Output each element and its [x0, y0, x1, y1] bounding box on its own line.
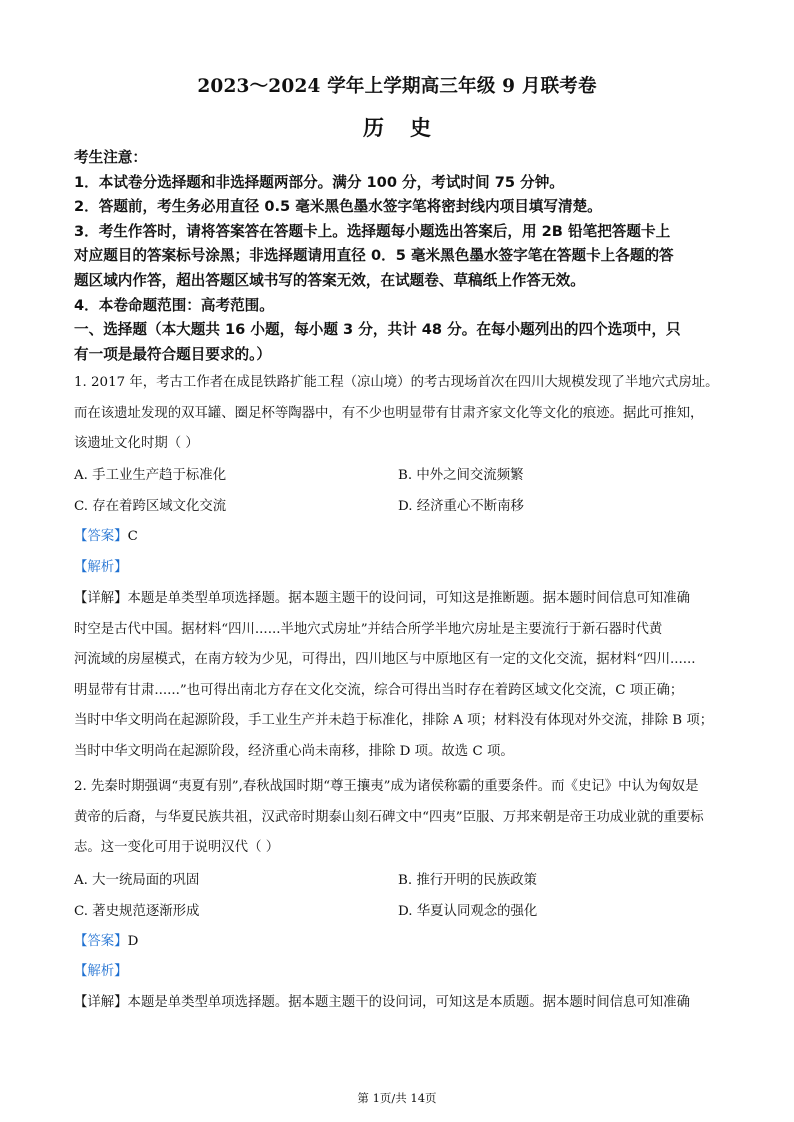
- stem-line: 而在该遗址发现的双耳罐、圈足杯等陶器中，有不少也明显带有甘肃齐家文化等文化的痕迹。据此可推知，: [74, 405, 704, 421]
- question-2-answer: [74, 927, 138, 957]
- option-b: B. 中外之间交流频繁: [398, 468, 524, 483]
- detail-line: 明显带有甘肃......”也可得出南北方存在文化交流，综合可得出当时存在着跨区域文化交流，C 项正确；: [74, 682, 684, 698]
- question-2-detail: [74, 988, 724, 1019]
- stem-line: 黄帝的后裔，与华夏民族共祖，汉武帝时期泰山刻石碑文中“四夷”臣服、万邦来朝是帝王功成业就的重要标: [74, 809, 704, 825]
- detail-line: 时空是古代中国。据材料“四川......半地穴式房址”并结合所学半地穴房址是主要流行于新石器时代黄: [74, 621, 663, 637]
- question-1-options: [74, 461, 724, 522]
- notice-item: 对应题目的答案标号涂黑；非选择题请用直径 0．5 毫米黑色墨水签字笔在答题卡上各题的答: [74, 247, 674, 265]
- option-c: C. 存在着跨区域文化交流: [74, 498, 227, 514]
- question-2-options: [74, 866, 724, 927]
- page-number: 第 1页/共 14页: [357, 1091, 437, 1105]
- notice-item: 3．考生作答时，请将答案答在答题卡上。选择题每小题选出答案后，用 2B 铅笔把答题卡上: [74, 222, 671, 240]
- option-d: D. 经济重心不断南移: [398, 498, 524, 514]
- exam-title: 2023～2024 学年上学期高三年级 9 月联考卷: [197, 76, 597, 97]
- answer-value: D: [127, 934, 139, 949]
- question-2-stem: [74, 772, 724, 864]
- question-1-answer: [74, 522, 138, 552]
- notice-item: 题区域内作答，超出答题区域书写的答案无效，在试题卷、草稿纸上作答无效。: [74, 271, 585, 289]
- answer-label: 【答案】: [74, 529, 128, 544]
- stem-line: 1. 2017 年，考古工作者在成昆铁路扩能工程（凉山境）的考古现场首次在四川大规模发现了半地穴式房址。: [74, 375, 719, 390]
- analysis-label: 【解析】: [74, 964, 128, 979]
- notice-heading: 考生注意：: [74, 149, 147, 166]
- section-heading: 有一项是最符合题目要求的。）: [74, 345, 272, 363]
- question-2-analysis: [74, 957, 128, 987]
- question-1-analysis: [74, 553, 128, 583]
- section-heading: 一、选择题（本大题共 16 小题，每小题 3 分，共计 48 分。在每小题列出的四个选项中，只: [74, 321, 681, 339]
- detail-line: 【详解】本题是单类型单项选择题。据本题主题干的设问词，可知这是推断题。据本题时间信息可知准确: [74, 591, 690, 606]
- stem-line: 志。这一变化可用于说明汉代（ ）: [74, 840, 280, 856]
- answer-label: 【答案】: [74, 934, 128, 949]
- notice-item: 1．本试卷分选择题和非选择题两部分。满分 100 分，考试时间 75 分钟。: [74, 173, 564, 191]
- question-1-stem: [74, 368, 724, 460]
- notice-item: 2．答题前，考生务必用直径 0.5 毫米黑色墨水签字笔将密封线内项目填写清楚。: [74, 198, 602, 216]
- answer-value: C: [127, 529, 138, 544]
- option-c: C. 著史规范逐渐形成: [74, 903, 200, 919]
- subject-title: 历史: [363, 115, 457, 140]
- detail-line: 【详解】本题是单类型单项选择题。据本题主题干的设问词，可知这是本质题。据本题时间信息可知准确: [74, 995, 690, 1010]
- question-1-detail: [74, 584, 724, 768]
- detail-line: 河流域的房屋模式，在南方较为少见，可得出，四川地区与中原地区有一定的文化交流，据材料“四川......: [74, 652, 696, 668]
- stem-line: 该遗址文化时期（ ）: [74, 436, 199, 452]
- detail-line: 当时中华文明尚在起源阶段，经济重心尚未南移，排除 D 项。故选 C 项。: [74, 743, 514, 759]
- detail-line: 当时中华文明尚在起源阶段，手工业生产并未趋于标准化，排除 A 项；材料没有体现对外交流，排除 B 项；: [74, 713, 714, 729]
- option-a: A. 手工业生产趋于标准化: [74, 468, 227, 483]
- option-d: D. 华夏认同观念的强化: [398, 903, 538, 919]
- stem-line: 2. 先秦时期强调“夷夏有别”,春秋战国时期“尊王攘夷”成为诸侯称霸的重要条件。而《史记》中认为匈奴是: [74, 779, 699, 794]
- option-a: A. 大一统局面的巩固: [74, 873, 200, 888]
- option-b: B. 推行开明的民族政策: [398, 873, 537, 888]
- notice-item: 4．本卷命题范围：高考范围。: [74, 296, 274, 314]
- candidate-notice: [74, 146, 724, 367]
- analysis-label: 【解析】: [74, 560, 128, 575]
